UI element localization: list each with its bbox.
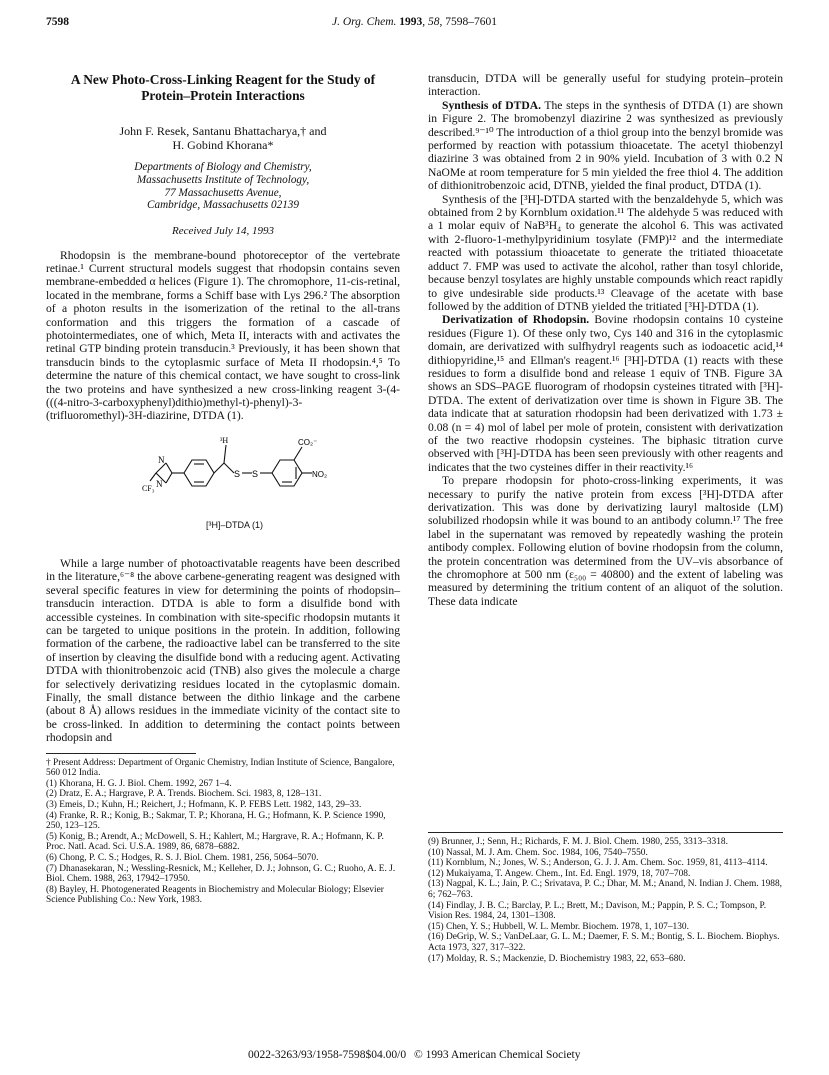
footnote: (10) Nassal, M. J. Am. Chem. Soc. 1984, 106, 7540–7550. — [428, 847, 648, 858]
diazirine-n-label: N — [158, 454, 165, 465]
journal-name: J. Org. Chem. — [331, 16, 397, 28]
footnote-rule — [428, 832, 783, 833]
body-paragraph — [428, 313, 783, 474]
affiliation — [46, 161, 400, 212]
diazirine-n-label: N — [156, 478, 163, 489]
footnotes-left — [46, 758, 400, 906]
sulfur-label: S — [234, 468, 241, 479]
footnote: (15) Chen, Y. S.; Hubbell, W. L. Membr. Biochem. 1978, 1, 107–130. — [428, 921, 689, 932]
running-header — [46, 16, 783, 36]
footnotes-right — [428, 832, 783, 964]
carboxylate-label: CO₂⁻ — [298, 437, 318, 447]
article-title: A New Photo-Cross-Linking Reagent for the Study of Protein–Protein Interactions — [70, 72, 376, 103]
authors — [46, 124, 400, 152]
footnote: (5) Konig, B.; Arendt, A.; McDowell, S. H.; Kahlert, M.; Hargrave, R. A.; Hofmann, K. P. Proc. Natl. Acad. Sci. U.S.A. 1989, 86, 6878–6882. — [46, 831, 384, 853]
journal-pages: 7598–7601 — [445, 16, 498, 28]
dtda-structure-drawing — [142, 429, 342, 521]
footnote: (1) Khorana, H. G. J. Biol. Chem. 1992, 267 1–4. — [46, 778, 232, 789]
paragraph-text: Bovine rhodopsin contains 10 cysteine residues (Figure 1). Of these only two, Cys 140 and 316 in the cytoplasmic domain, are derivatized with sulfhydryl reagents such as iodoacetic acid,¹⁴ dithiopyridine,¹⁵ and Ellman's reagent.¹⁶ [³H]-DTDA (1) reacts with these residues to form a disulfide bond and release 1 equiv of TNB. Figure 3A shows an SDS–PAGE fluorogram of rhodopsin cysteines titrated with [³H]-DTDA. The extent of derivatization over time is shown in Figure 3B. The data indicate that at saturation rhodopsin had been derivatized with 1.73 ± 0.08 (n = 4) mol of label per mole of protein, consistent with derivatization of the two reactive rhodopsin cysteines. The biphasic titration curve observed with [³H]-DTDA has been seen previously with other reagents and indicates that the two cysteines differ in their reactivity.¹⁶ — [428, 313, 783, 474]
footnote: (3) Emeis, D.; Kuhn, H.; Reichert, J.; Hofmann, K. P. FEBS Lett. 1982, 143, 29–33. — [46, 799, 362, 810]
nitro-label: NO₂ — [312, 469, 328, 479]
footnote: (13) Nagpal, K. L.; Jain, P. C.; Srivatava, P. C.; Dhar, M. M.; Anand, N. Indian J. Chem. 1988, 6; 762–763. — [428, 879, 783, 900]
journal-volume: 58 — [428, 16, 440, 28]
tritium-label: ³H — [220, 435, 229, 445]
footnote: (2) Dratz, E. A.; Hargrave, P. A. Trends. Biochem. Sci. 1983, 8, 128–131. — [46, 789, 322, 800]
journal-year: 1993 — [399, 16, 423, 28]
body-paragraph: Rhodopsin is the membrane-bound photoreceptor of the vertebrate retinae.¹ Current structural models suggest that rhodopsin contains seven membrane-embedded α helices (Figure 1). The chromophore, 11-cis-retinal, located in the membrane, forms a Schiff base with Lys 296.² The absorption of a photon results in the isomerization of the retinal to the all-trans conformation and this triggers the formation of a cascade of photointermediates, one of which, Meta II, interacts with and activates the retinal GTP binding protein transducin.³ Previously, it has been shown that transducin binds to the cytoplasmic surface of Meta II rhodopsin.⁴,⁵ To determine the nature of this chemical contact, we have sought to cross-link the two proteins and have synthesized a new cross-linking reagent 3-(4-(((4-nitro-3-carboxyphenyl)dithio)methyl-t)-phenyl)-3-(trifluoromethyl)-3H-diazirine, DTDA (1). — [46, 248, 400, 423]
chemical-structure-scheme — [46, 429, 400, 533]
section-heading: Derivatization of Rhodopsin. — [442, 313, 590, 327]
footnote: (16) DeGrip, W. S.; VanDeLaar, G. L. M.; Daemer, F. S. M.; Bontig, S. L. Biochem. Biophys. Acta 1973, 327, 317–322. — [428, 932, 780, 953]
sulfur-label: S — [252, 468, 259, 479]
footnote: (12) Mukaiyama, T. Angew. Chem., Int. Ed. Engl. 1979, 18, 707–708. — [428, 868, 691, 879]
body-paragraph: While a large number of photoactivatable reagents have been described in the literature,⁶⁻⁸ the above carbene-generating reagent was designed with several specific features in view for determining the points of rhodopsin–transducin interaction. DTDA is able to form a disulfide bond with accessible cysteines. In combination with site-specific rhodopsin mutants it can be targeted to unique positions in the protein. In addition, following formation of the carbene, the radioactive label can be transferred to the site of insertion by cleaving the disulfide bond with a reducing agent. Activating DTDA with thionitrobenzoic acid (TNB) also gives the molecule a charge for selectively derivatizing residues located in the cytoplasmic domain. Finally, the small distance between the dithio linkage and the carbene (about 8 Å) allows residues in the immediate vicinity of the contact site to be cross-linked. In addition to determining the contact points between rhodopsin and — [46, 556, 400, 745]
received-date: Received July 14, 1993 — [171, 225, 274, 238]
copyright-notice: © 1993 American Chemical Society — [414, 1049, 581, 1061]
authors-line-1: John F. Resek, Santanu Bhattacharya,† and — [119, 124, 327, 138]
section-heading: Synthesis of DTDA. — [442, 98, 542, 112]
journal-citation: J. Org. Chem. 1993, 58, 7598–7601 — [331, 16, 498, 28]
issn-code: 0022-3263/93/1958-7598$04.00/0 — [248, 1049, 407, 1061]
cf3-label: CF₃ — [142, 483, 155, 493]
affiliation-line: Massachusetts Institute of Technology, — [136, 173, 310, 186]
left-column — [46, 72, 400, 906]
footnote: (7) Dhanasekaran, N.; Wessling-Resnick, M.; Kelleher, D. J.; Johnson, G. C.; Ruoho, A. E. J. Biol. Chem. 1988, 263, 17942–17950. — [46, 863, 396, 885]
paragraph-text: The steps in the synthesis of DTDA (1) are shown in Figure 2. The bromobenzyl diazirine 2 was synthesized as previously described.⁹⁻¹⁰ The introduction of a thiol group into the benzyl bromide was performed by reaction with potassium thioacetate. The acetyl thiobenzyl diazirine 3 was obtained from 2 in 90% yield. Incubation of 3 with 0.2 N NaOMe at room temperature for 5 min yielded the free thiol 4. The addition of dithionitrobenzoic acid, DTNB, yielded the final product, DTDA (1). — [428, 98, 783, 193]
footnote: † Present Address: Department of Organic Chemistry, Indian Institute of Science, Bangalore, 560 012 India. — [46, 757, 395, 779]
footnote: (17) Molday, R. S.; Mackenzie, D. Biochemistry 1983, 22, 653–680. — [428, 953, 686, 964]
authors-line-2: H. Gobind Khorana* — [172, 138, 274, 152]
footnote: (6) Chong, P. C. S.; Hodges, R. S. J. Biol. Chem. 1981, 256, 5064–5070. — [46, 852, 319, 863]
affiliation-line: Departments of Biology and Chemistry, — [134, 161, 312, 173]
footnote: (9) Brunner, J.; Senn, H.; Richards, F. M. J. Biol. Chem. 1980, 255, 3313–3318. — [428, 837, 728, 847]
right-column — [428, 72, 783, 964]
footnote: (4) Franke, R. R.; Konig, B.; Sakmar, T. P.; Khorana, H. G.; Hofmann, K. P. Science 1990, 250, 123–125. — [46, 810, 386, 832]
footnote-rule — [46, 753, 196, 754]
body-paragraph: To prepare rhodopsin for photo-cross-linking experiments, it was necessary to purify the native protein from excess [³H]-DTDA after derivatization. This was done by derivatizing lauryl maltoside (LM) solubilized rhodopsin while it was bound to an antibody column.¹⁷ The free label in the supernatant was removed by repeatedly washing the protein antibody complex. Following elution of bovine rhodopsin from the column, the protein concentration was determined from the UV–vis absorbance of the chromophore at 500 nm (ε₅₀₀ = 40800) and the extent of labeling was measured by determining the tritium content of an aliquot of the solution. These data indicate — [428, 474, 783, 608]
footnote: (11) Kornblum, N.; Jones, W. S.; Anderson, G. J. J. Am. Chem. Soc. 1959, 81, 4113–4114. — [428, 858, 768, 869]
page-number: 7598 — [46, 16, 69, 28]
affiliation-line: Cambridge, Massachusetts 02139 — [147, 199, 299, 212]
scheme-caption: [³H]–DTDA (1) — [206, 519, 264, 530]
body-paragraph: Synthesis of the [³H]-DTDA started with the benzaldehyde 5, which was obtained from 2 by Kornblum oxidation.¹¹ The aldehyde 5 was reduced with a 1 molar equiv of NaB³H₄ to generate the alcohol 6. This was activated with 2-fluoro-1-methylpyridinium tosylate (FMP)¹² and the intermediate reacted with potassium thioacetate to generate the tritiated thioacetate adduct 7. FMP was used to activate the alcohol, rather than tosyl chloride, because benzyl tosylates are highly unstable compounds which react rapidly to give undesirable side products.¹³ Cleavage of the acetate with base followed by the addition of DTNB yielded the tritiated [³H]-DTDA (1). — [428, 192, 783, 313]
footnote: (14) Findlay, J. B. C.; Barclay, P. L.; Brett, M.; Davison, M.; Pappin, P. S. C.; Tompson, P. Vision Res. 1984, 24, 1301–1308. — [428, 900, 767, 922]
affiliation-line: 77 Massachusetts Avenue, — [164, 186, 282, 199]
body-paragraph — [428, 99, 783, 193]
footnote: (8) Bayley, H. Photogenerated Reagents in Biochemistry and Molecular Biology; Elsevier Science Publishing Co.: New York, 1983. — [46, 884, 384, 906]
body-paragraph: transducin, DTDA will be generally useful for studying protein–protein interaction. — [428, 72, 783, 99]
